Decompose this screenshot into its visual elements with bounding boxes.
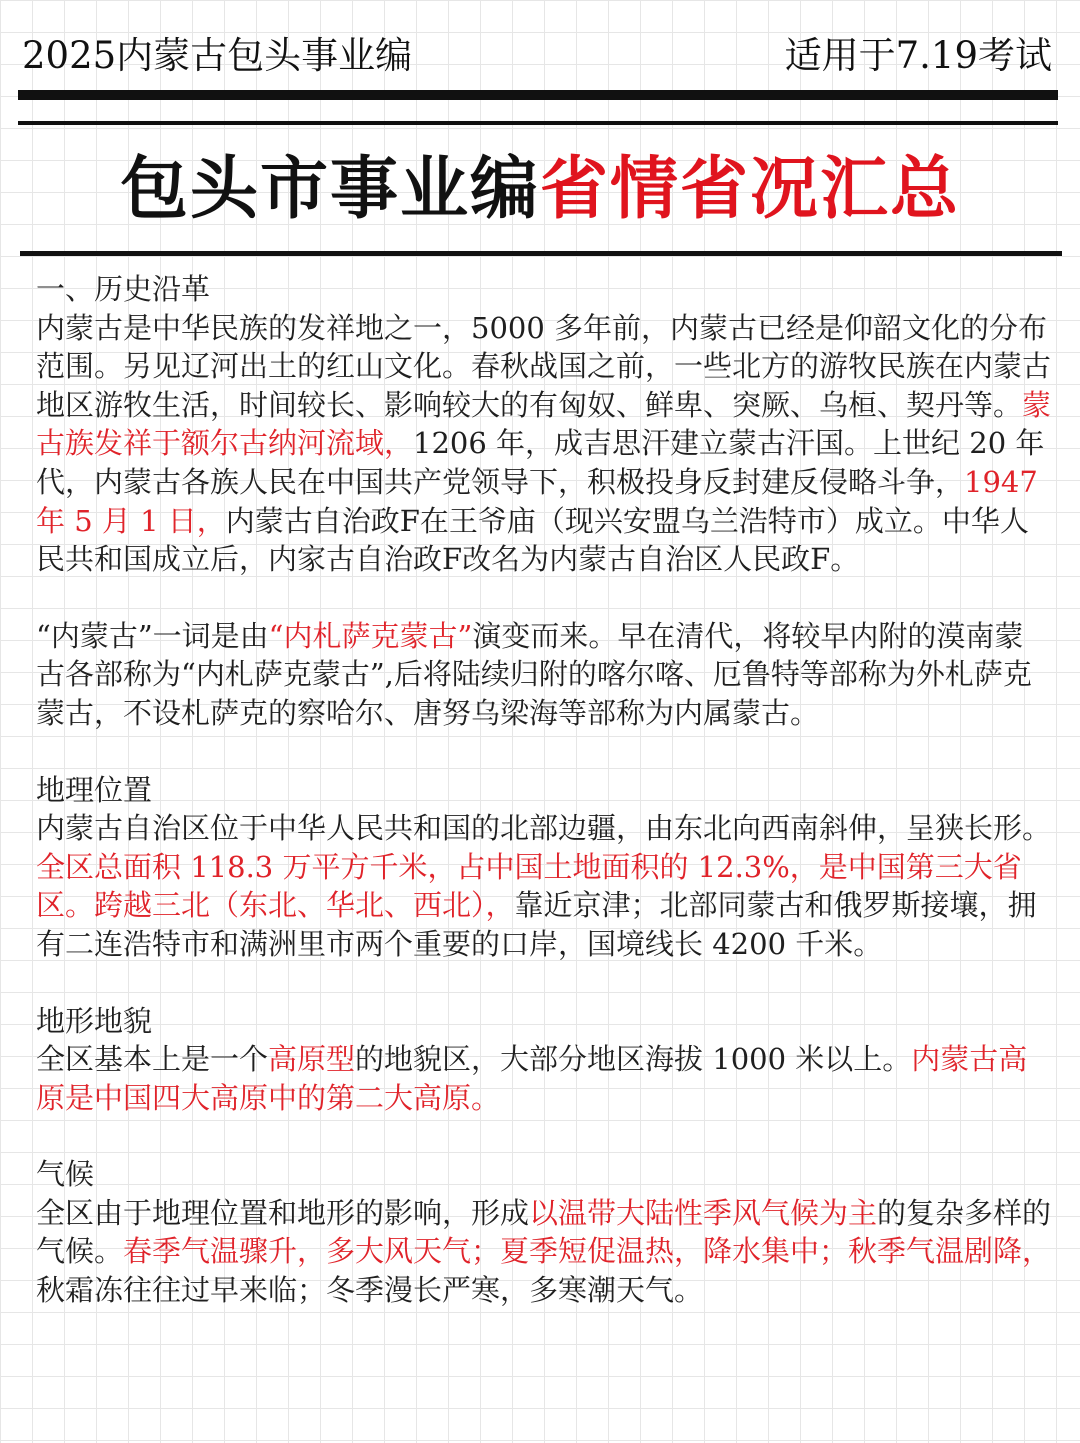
terrain-heading: 地形地貌 xyxy=(36,1003,153,1038)
terrain-text-a: 全区基本上是一个 xyxy=(36,1042,269,1077)
history-p2-text-a: “内蒙古”一词是由 xyxy=(36,618,269,653)
page-title-red: 省情省况汇总 xyxy=(540,150,961,229)
paragraph-gap xyxy=(36,1117,1052,1155)
paragraph-gap xyxy=(36,964,1052,1002)
history-p1-text-c: 1206 年，成吉思汗建立蒙古汗国。上世纪 20 年代，内蒙古各族人民在中国共产党领导下，积极投身反封建反侵略斗争， xyxy=(36,426,1045,499)
history-p1-text-e: 内蒙古自治政F在王爷庙（现兴安盟乌兰浩特市）成立。中华人民共和国成立后，内家古自治政F改名为内蒙古自治区人民政F。 xyxy=(36,503,1029,577)
climate-text-c: 的复杂多样的气候。 xyxy=(36,1195,1052,1269)
history-paragraph-1 xyxy=(36,309,1052,579)
climate-paragraph xyxy=(36,1194,1052,1310)
history-p2-highlight-b: “内札萨克蒙古” xyxy=(268,618,473,653)
geo-text-c: 靠近京津；北部同蒙古和俄罗斯接壤，拥有二连浩特市和满洲里市两个重要的口岸，国境线长 4200 千米。 xyxy=(36,888,1037,961)
history-p1-highlight-b: 蒙古族发祥于额尔古纳河流域， xyxy=(36,387,1052,461)
terrain-text-c: 的地貌区，大部分地区海拔 1000 米以上。 xyxy=(355,1042,912,1077)
climate-text-e: 秋霜冻往往过早来临；冬季漫长严寒，多寒潮天气。 xyxy=(36,1273,704,1308)
paragraph-gap xyxy=(36,733,1052,771)
climate-highlight-d: 春季气温骤升，多大风天气；夏季短促温热，降水集中；秋季气温剧降， xyxy=(123,1234,1052,1269)
title-divider xyxy=(20,251,1062,256)
geo-highlight-b: 全区总面积 118.3 万平方千米，占中国土地面积的 12.3%，是中国第三大省区。跨越三北（东北、华北、西北）， xyxy=(36,849,1022,923)
geo-text-a: 内蒙古自治区位于中华人民共和国的北部边疆，由东北向西南斜伸，呈狭长形。 xyxy=(36,811,1052,846)
history-p1-highlight-d: 1947 年 5 月 1 日， xyxy=(36,464,1038,538)
terrain-highlight-d: 内蒙古高原是中国四大高原中的第二大高原。 xyxy=(36,1042,1028,1115)
history-heading: 一、历史沿革 xyxy=(36,272,211,306)
header-right-text: 适用于7.19考试 xyxy=(784,34,1052,77)
header-bar xyxy=(22,24,1052,80)
page-title-black: 包头市事业编 xyxy=(119,150,540,229)
climate-highlight-b: 以温带大陆性季风气候为主 xyxy=(529,1195,878,1230)
climate-heading: 气候 xyxy=(36,1157,95,1192)
geo-heading: 地理位置 xyxy=(36,772,153,807)
page-title xyxy=(0,140,1080,240)
paragraph-gap xyxy=(36,579,1052,617)
header-divider-thin xyxy=(18,121,1058,125)
history-p2-text-c: 演变而来。早在清代，将较早内附的漠南蒙古各部称为“内札萨克蒙古”,后将陆续归附的喀尔喀、厄鲁特等部称为外札萨克蒙古，不设札萨克的察哈尔、唐努乌梁海等部称为内属蒙古。 xyxy=(36,618,1032,730)
document-body xyxy=(36,270,1052,1310)
climate-text-a: 全区由于地理位置和地形的影响，形成 xyxy=(36,1195,530,1230)
header-left-text: 2025内蒙古包头事业编 xyxy=(22,34,413,77)
history-p1-text-a: 内蒙古是中华民族的发祥地之一，5000 多年前，内蒙古已经是仰韶文化的分布范围。另见辽河出土的红山文化。春秋战国之前，一些北方的游牧民族在内蒙古地区游牧生活，时间较长、影响较大的有匈奴、鲜卑、突厥、乌桓、契丹等。 xyxy=(36,310,1052,422)
terrain-highlight-b: 高原型 xyxy=(268,1042,356,1077)
history-paragraph-2 xyxy=(36,617,1052,733)
terrain-paragraph xyxy=(36,1040,1052,1117)
geo-paragraph xyxy=(36,809,1052,963)
header-divider-thick xyxy=(18,90,1058,100)
